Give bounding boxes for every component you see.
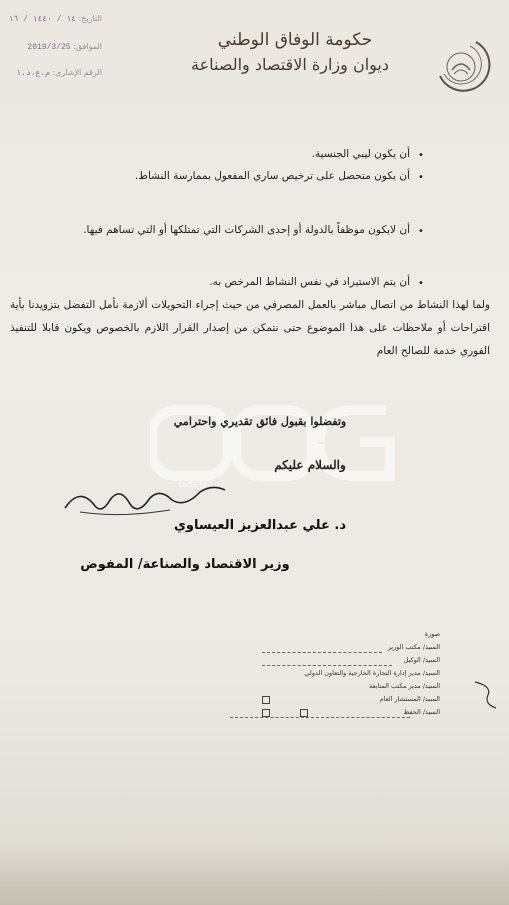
cc-item: السيد/ مدير إدارة التجارة الخارجية والتعاون الدولي bbox=[304, 669, 440, 677]
signatory-name: د. علي عبدالعزيز العيساوي bbox=[173, 518, 347, 533]
handwritten-signature bbox=[60, 478, 230, 523]
checkbox-icon bbox=[262, 709, 270, 717]
requirement-item: أن يكون متحصل على ترخيص ساري المفعول بممارسة النشاط. bbox=[134, 170, 410, 182]
body-paragraph: ولما لهذا النشاط من اتصال مباشر بالعمل المصرفي من حيث إجراء التحويلات ألازمة نأمل التفضل بتزويدنا بأية اقتراحات أو ملاحظات على هذا الموضوع حتى نتمكن من إصدار القرار اللازم بالخصوص ويكون قابلا للتنفيذ الفوري خدمة للصالح العام bbox=[10, 299, 490, 357]
checkbox-icon bbox=[300, 709, 308, 717]
date-value: ١٤ / ١٤٤٠ / ١٦ bbox=[8, 15, 76, 24]
corresponding-date-field bbox=[2, 42, 102, 52]
closing-line: وتفضلوا بقبول فائق تقديري واحترامي bbox=[173, 415, 347, 428]
reference-label: الرقم الإشاري: bbox=[52, 68, 102, 77]
ministry-title: ديوان وزارة الاقتصاد والصناعة bbox=[191, 55, 389, 74]
bullet-icon: • bbox=[418, 150, 424, 161]
cc-item: السيد/ المستشار العام bbox=[379, 695, 440, 703]
bullet-icon: • bbox=[418, 278, 424, 289]
cc-item: السيد/ مدير مكتب المتابعة bbox=[369, 682, 440, 690]
bullet-icon: • bbox=[418, 172, 424, 183]
checkbox-icon bbox=[262, 696, 270, 704]
reference-value: م.ع.د.١ bbox=[16, 69, 50, 78]
bullet-icon: • bbox=[418, 226, 424, 237]
requirement-item: أن يتم الاستيراد في نفس النشاط المرخص به. bbox=[209, 276, 410, 288]
cc-line bbox=[262, 665, 392, 666]
salutation: والسلام عليكم bbox=[274, 458, 346, 472]
date-field bbox=[2, 14, 102, 24]
reference-field bbox=[2, 68, 102, 78]
government-title: حكومة الوفاق الوطني bbox=[217, 30, 373, 50]
cc-heading: صورة bbox=[424, 630, 440, 638]
cc-line bbox=[262, 652, 382, 653]
cc-line bbox=[230, 717, 410, 718]
watermark-caption: sada.ly bbox=[178, 480, 207, 489]
cc-brace-mark bbox=[470, 680, 500, 710]
requirement-item: أن لايكون موظفاً بالدولة أو إحدى الشركات التي تمتلكها أو التي تساهم فيها. bbox=[83, 224, 410, 236]
requirement-item: أن يكون ليبي الجنسية. bbox=[311, 148, 410, 160]
signatory-title: وزير الاقتصاد والصناعة/ المفوض bbox=[80, 557, 290, 572]
date-label: التاريخ: bbox=[78, 14, 102, 23]
corresponding-label: الموافق: bbox=[73, 42, 102, 51]
ministry-emblem-icon bbox=[430, 36, 492, 98]
corresponding-value: 2019/3/25 bbox=[27, 43, 71, 52]
cc-item: السيد/ الحفظ bbox=[403, 708, 440, 716]
cc-item: السيد/ الوكيل bbox=[403, 656, 440, 664]
cc-item: السيد/ مكتب الوزير bbox=[387, 643, 440, 651]
